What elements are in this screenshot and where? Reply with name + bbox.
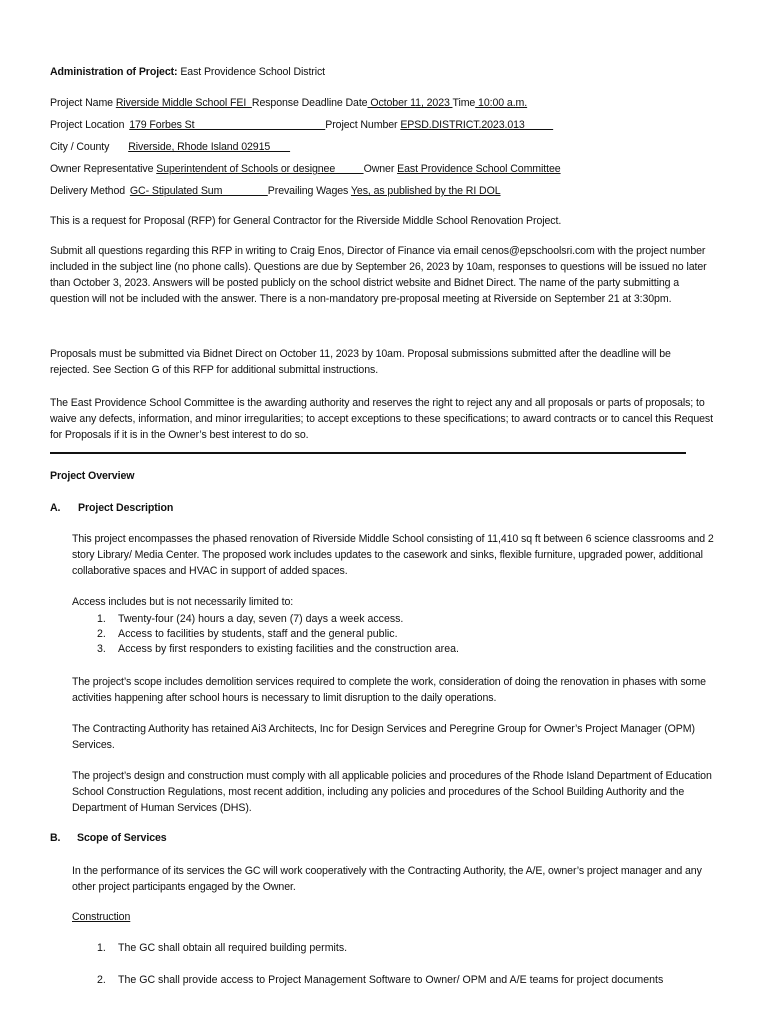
city-county-row [50, 140, 290, 154]
project-number-value: EPSD.DISTRICT.2023.013 [400, 119, 554, 131]
construction-item-text: The GC shall obtain all required building permits. [118, 942, 348, 954]
rfp-statement: This is a request for Proposal (RFP) for General Contractor for the Riverside Middle School Renovation Project. [50, 215, 562, 227]
response-deadline-label: Response Deadline Date [251, 97, 368, 109]
project-location-row [50, 118, 553, 132]
administration-value: East Providence School District [177, 66, 326, 78]
scope-demolition-paragraph: The project’s scope includes demolition services required to complete the work, consideration of doing the renovation in phases with some activities happening after school hours is necessary to limit disruption to the daily operations. [72, 676, 706, 704]
access-item-text: Access to facilities by students, staff and the general public. [118, 628, 398, 640]
access-intro: Access includes but is not necessarily limited to: [72, 596, 294, 608]
project-number-label: Project Number [325, 119, 398, 131]
questions-paragraph: Submit all questions regarding this RFP in writing to Craig Enos, Director of Finance via email cenos@epschoolsri.com with the project number included in the subject line (no phone calls). Questions are due by September 26, 2023 by 10am, responses to questions will be issued no later than October 3, 2023. Answers will be posted publicly on the school district website and Bidnet Direct. The name of the party submitting a question will not be included with the answer. There is a non-mandatory pre-proposal meeting at Riverside on September 21 at 3:30pm. [50, 245, 707, 305]
owner-representative-label: Owner Representative [50, 163, 154, 175]
section-b-heading [50, 831, 167, 845]
project-description-paragraph: This project encompasses the phased renovation of Riverside Middle School consisting of 11,410 sq ft between 6 science classrooms and 2 story Library/ Media Center. The proposed work includes updates to the casework and sinks, flexible furniture, upgraded power, additional collaborative spaces and HVAC in support of added spaces. [72, 533, 714, 577]
construction-heading: Construction [72, 911, 131, 923]
construction-item-number: 2. [97, 974, 106, 986]
prevailing-wages-value: Yes, as published by the RI DOL [350, 185, 501, 197]
owner-label: Owner [363, 163, 395, 175]
section-divider [50, 452, 686, 454]
section-b-letter: B. [50, 832, 61, 844]
rights-paragraph: The East Providence School Committee is the awarding authority and reserves the right to reject any and all proposals or parts of proposals; to waive any defects, information, and minor irregularities; to accept exceptions to these specifications; to award contracts or to cancel this Request for Proposals if it is in the Owner’s best interest to do so. [50, 397, 713, 441]
delivery-method-label: Delivery Method [50, 185, 126, 197]
access-item [97, 642, 459, 656]
section-b-title: Scope of Services [77, 832, 167, 844]
compliance-paragraph: The project’s design and construction must comply with all applicable policies and procedures of the Rhode Island Department of Education School Construction Regulations, most recent addition, including any policies and procedures of the School Building Authority and the Department of Human Services (DHS). [72, 770, 712, 814]
time-label: Time [452, 97, 476, 109]
scope-services-paragraph: In the performance of its services the GC will work cooperatively with the Contracting Authority, the A/E, owner’s project manager and any other project participants engaged by the Owner. [72, 865, 702, 893]
delivery-method-row [50, 184, 501, 198]
access-item [97, 612, 403, 626]
contracting-authority-paragraph: The Contracting Authority has retained Ai3 Architects, Inc for Design Services and Peregrine Group for Owner’s Project Manager (OPM) Services. [72, 723, 695, 751]
response-deadline-value: October 11, 2023 [367, 97, 453, 109]
owner-representative-value: Superintendent of Schools or designee [156, 163, 364, 175]
administration-label: Administration of Project: [50, 66, 178, 78]
prevailing-wages-label: Prevailing Wages [267, 185, 349, 197]
access-item [97, 627, 398, 641]
city-county-value: Riverside, Rhode Island 02915 [128, 141, 291, 153]
project-name-value: Riverside Middle School FEI [115, 97, 252, 109]
project-location-label: Project Location [50, 119, 125, 131]
access-item-text: Twenty-four (24) hours a day, seven (7) days a week access. [118, 613, 404, 625]
construction-item-text: The GC shall provide access to Project Management Software to Owner/ OPM and A/E teams for project documents [118, 974, 664, 986]
construction-item-number: 1. [97, 942, 106, 954]
section-a-letter: A. [50, 502, 61, 514]
project-name-row [50, 96, 527, 110]
administration-line [50, 65, 325, 79]
construction-item [97, 973, 663, 987]
construction-item [97, 941, 347, 955]
section-a-heading [50, 501, 173, 515]
project-location-value: 179 Forbes St [129, 119, 326, 131]
access-item-text: Access by first responders to existing facilities and the construction area. [118, 643, 459, 655]
delivery-method-value: GC- Stipulated Sum [129, 185, 268, 197]
owner-representative-row [50, 162, 561, 176]
project-name-label: Project Name [50, 97, 113, 109]
city-county-label: City / County [50, 141, 110, 153]
project-overview-heading: Project Overview [50, 470, 135, 482]
submission-paragraph: Proposals must be submitted via Bidnet Direct on October 11, 2023 by 10am. Proposal submissions submitted after the deadline will be rejected. See Section G of this RFP for additional submittal instructions. [50, 348, 671, 376]
access-item-number: 2. [97, 628, 106, 640]
access-item-number: 3. [97, 643, 106, 655]
time-value: 10:00 a.m. [475, 97, 528, 109]
owner-value: East Providence School Committee [397, 163, 561, 175]
section-a-title: Project Description [78, 502, 174, 514]
access-item-number: 1. [97, 613, 106, 625]
